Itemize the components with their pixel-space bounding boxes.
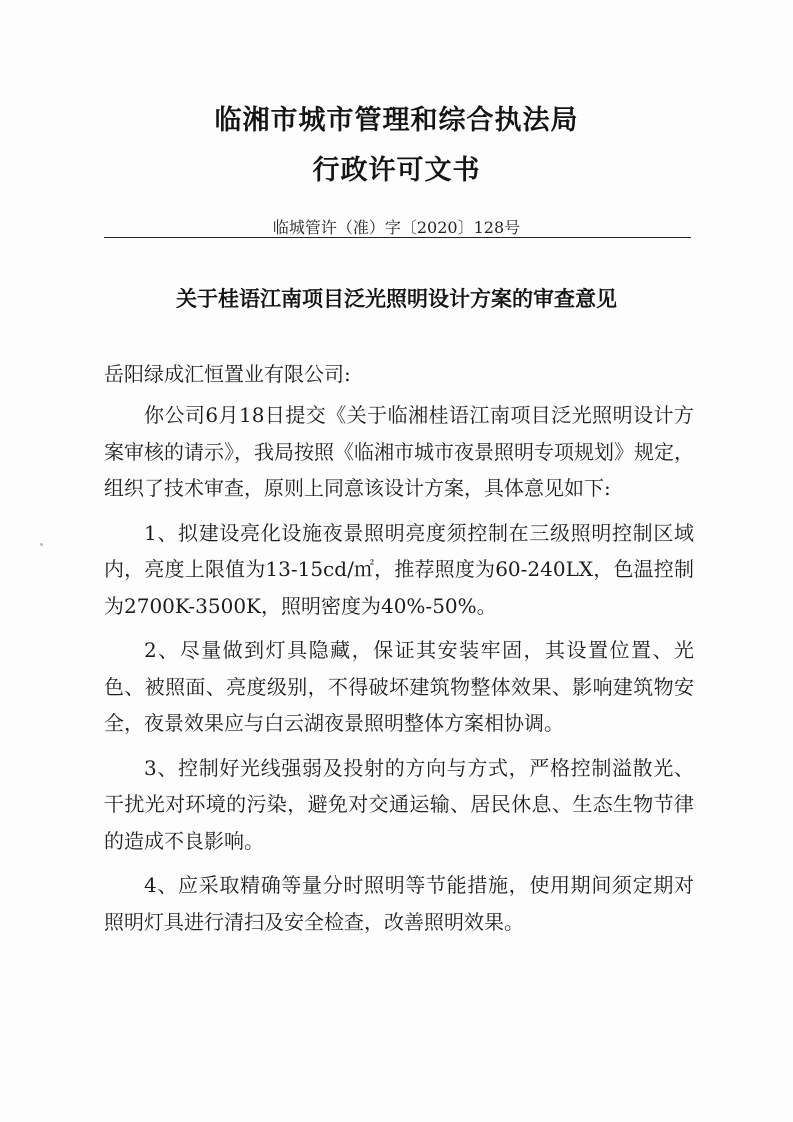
scan-speck [40,543,43,546]
agency-name: 临湘市城市管理和综合执法局 [214,105,579,136]
document-number: 临城管许（准）字〔2020〕128号 [272,218,521,237]
body-paragraph-item-4: 4、应采取精确等量分时照明等节能措施，使用期间须定期对照明灯具进行清扫及安全检查，改善照明效果。 [104,873,694,934]
body-paragraph-intro: 你公司6月18日提交《关于临湘桂语江南项目泛光照明设计方案审核的请示》，我局按照《临湘市城市夜景照明专项规划》规定，组织了技术审查，原则上同意该设计方案，具体意见如下: [104,403,694,500]
document-body [104,397,694,948]
document-type: 行政许可文书 [312,155,481,186]
header-divider [104,237,691,238]
body-paragraph-item-2: 2、尽量做到灯具隐藏，保证其安装牢固，其设置位置、光色、被照面、亮度级别，不得破坏建筑物整体效果、影响建筑物安全，夜景效果应与白云湖夜景照明整体方案相协调。 [104,638,694,735]
addressee: 岳阳绿成汇恒置业有限公司: [104,362,351,386]
body-paragraph-item-1: 1、拟建设亮化设施夜景照明亮度须控制在三级照明控制区域内，亮度上限值为13-15cd/㎡，推荐照度为60-240LX，色温控制为2700K-3500K，照明密度为40%-50%。 [104,520,694,618]
body-paragraph-item-3: 3、控制好光线强弱及投射的方向与方式，严格控制溢散光、干扰光对环境的污染，避免对交通运输、居民休息、生态生物节律的造成不良影响。 [104,755,694,853]
document-subject: 关于桂语江南项目泛光照明设计方案的审查意见 [176,286,617,311]
